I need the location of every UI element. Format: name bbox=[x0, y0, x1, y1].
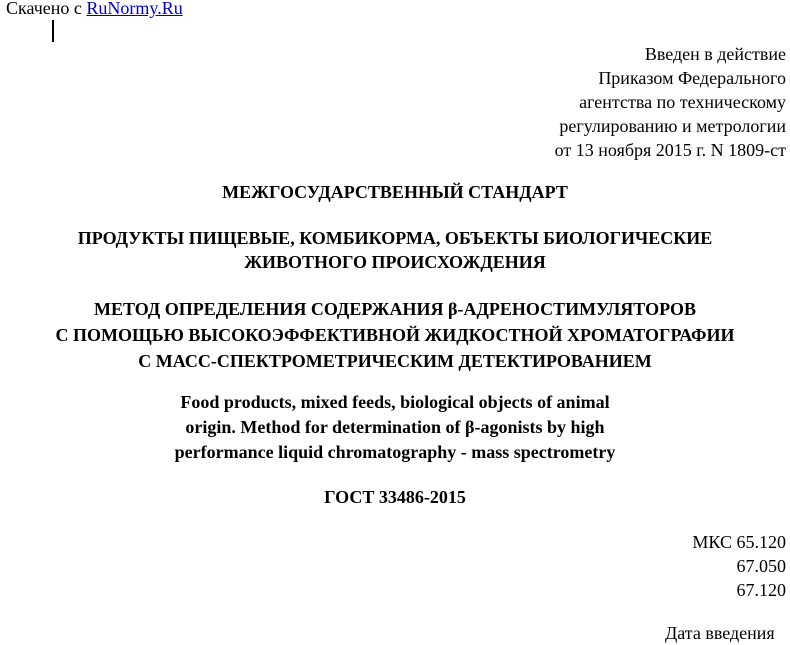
method-title bbox=[0, 296, 790, 374]
introduction-block bbox=[555, 42, 786, 162]
introduction-line: Введен в действие bbox=[644, 44, 786, 64]
source-prefix: Скачено с bbox=[6, 0, 87, 18]
english-title-line: origin. Method for determination of β-agonists by high bbox=[185, 417, 605, 437]
method-title-line: С МАСС-СПЕКТРОМЕТРИЧЕСКИМ ДЕТЕКТИРОВАНИЕМ bbox=[138, 351, 652, 371]
introduction-line: от 13 ноября 2015 г. N 1809-ст bbox=[554, 140, 786, 160]
intro-date-label: Дата введения bbox=[665, 623, 775, 643]
mks-code-line: 67.120 bbox=[736, 580, 786, 600]
standard-type-heading bbox=[0, 180, 790, 204]
products-title-line: ЖИВОТНОГО ПРОИСХОЖДЕНИЯ bbox=[244, 252, 546, 272]
introduction-line: регулированию и метрологии bbox=[559, 116, 786, 136]
text-cursor bbox=[52, 20, 54, 42]
gost-number-heading bbox=[0, 485, 790, 509]
english-title bbox=[0, 390, 790, 465]
mks-codes bbox=[692, 530, 786, 602]
source-line bbox=[6, 0, 183, 19]
gost-number: ГОСТ 33486-2015 bbox=[324, 487, 466, 507]
mks-code-line: 67.050 bbox=[736, 556, 786, 576]
standard-type-text: МЕЖГОСУДАРСТВЕННЫЙ СТАНДАРТ bbox=[222, 182, 568, 202]
introduction-line: Приказом Федерального bbox=[598, 68, 786, 88]
english-title-line: Food products, mixed feeds, biological objects of animal bbox=[180, 392, 610, 412]
introduction-line: агентства по техническому bbox=[579, 92, 786, 112]
method-title-line: С ПОМОЩЬЮ ВЫСОКОЭФФЕКТИВНОЙ ЖИДКОСТНОЙ ХРОМАТОГРАФИИ bbox=[55, 325, 735, 345]
products-title bbox=[0, 226, 790, 274]
english-title-line: performance liquid chromatography - mass spectrometry bbox=[174, 442, 616, 462]
runormy-link[interactable]: RuNormy.Ru bbox=[86, 0, 183, 18]
mks-code-line: МКС 65.120 bbox=[692, 532, 786, 552]
products-title-line: ПРОДУКТЫ ПИЩЕВЫЕ, КОМБИКОРМА, ОБЪЕКТЫ БИОЛОГИЧЕСКИЕ bbox=[77, 228, 713, 248]
method-title-line: МЕТОД ОПРЕДЕЛЕНИЯ СОДЕРЖАНИЯ β-АДРЕНОСТИМУЛЯТОРОВ bbox=[94, 299, 696, 319]
